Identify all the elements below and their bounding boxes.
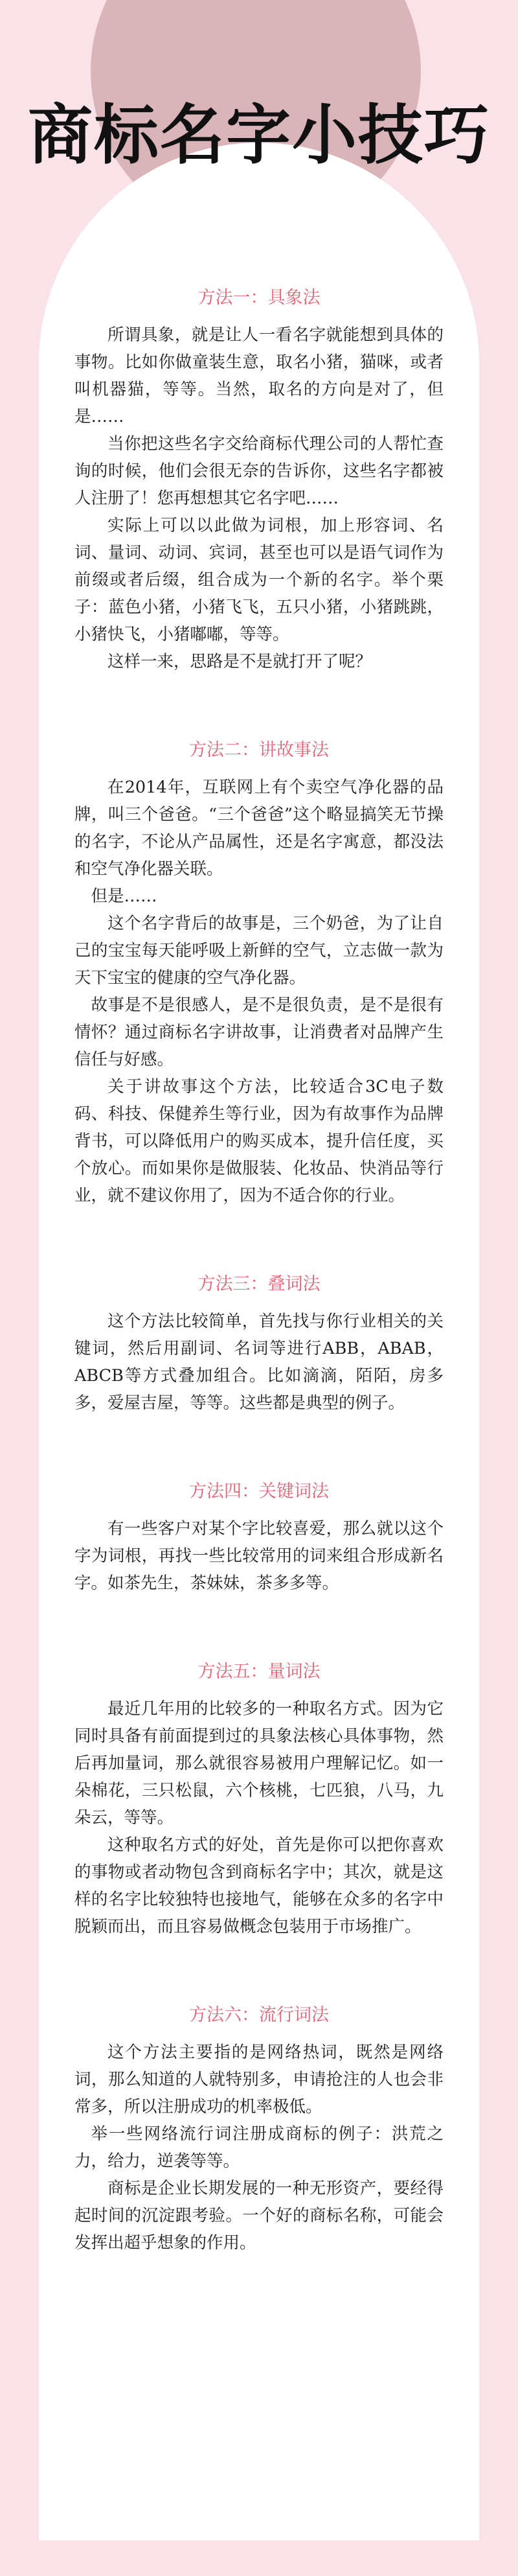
section-heading: 方法六：流行词法 [189,2005,329,2025]
section-heading: 方法四：关键词法 [189,1481,329,1502]
paragraph: 但是…… [91,887,157,906]
article-body [74,285,444,2257]
paragraph: 这样一来，思路是不是就打开了呢？ [107,652,372,671]
paragraph: 举一些网络流行词注册成商标的例子：洪荒之力，给力，逆袭等等。 [74,2124,444,2171]
section-method-1 [74,285,444,675]
paragraph: 有一些客户对某个字比较喜爱，那么就以这个字为词根，再找一些比较常用的词来组合形成新名字。如茶先生，茶妹妹，茶多多等。 [74,1519,444,1593]
paragraph: 这个方法比较简单，首先找与你行业相关的关键词，然后用副词、名词等进行ABB，ABAB，ABCB等方式叠加组合。比如滴滴，陌陌，房多多，爱屋吉屋，等等。这些都是典型的例子。 [74,1312,444,1413]
paragraph: 最近几年用的比较多的一种取名方式。因为它同时具备有前面提到过的具象法核心具体事物，然后再加量词，那么就很容易被用户理解记忆。如一朵棉花，三只松鼠，六个核桃，七匹狼，八马，九朵云，等等。 [74,1699,444,1828]
page-title: 商标名字小技巧 [28,97,490,173]
section-heading: 方法五：量词法 [197,1662,321,1682]
section-method-2 [74,737,444,1209]
paragraph: 实际上可以以此做为词根，加上形容词、名词、量词、动词、宾词，甚至也可以是语气词作为前缀或者后缀，组合成为一个新的名字。举个栗子：蓝色小猪，小猪飞飞，五只小猪，小猪跳跳，小猪快飞，小猪嘟嘟，等等。 [74,516,444,644]
paragraph: 这种取名方式的好处，首先是你可以把你喜欢的事物或者动物包含到商标名字中；其次，就是这样的名字比较独特也接地气，能够在众多的名字中脱颖而出，而且容易做概念包装用于市场推广。 [74,1835,444,1936]
paragraph: 在2014年，互联网上有个卖空气净化器的品牌，叫三个爸爸。“三个爸爸”这个略显搞笑无节操的名字，不论从产品属性，还是名字寓意，都没法和空气净化器关联。 [74,778,444,879]
section-method-4 [74,1479,444,1597]
paragraph: 这个名字背后的故事是，三个奶爸，为了让自己的宝宝每天能呼吸上新鲜的空气，立志做一款为天下宝宝的健康的空气净化器。 [74,914,444,988]
section-method-3 [74,1271,444,1417]
section-heading: 方法一：具象法 [197,288,321,308]
section-method-5 [74,1659,444,1940]
paragraph: 故事是不是很感人，是不是很负责，是不是很有情怀？通过商标名字讲故事，让消费者对品牌产生信任与好感。 [74,995,444,1069]
section-heading: 方法二：讲故事法 [189,740,329,760]
paragraph: 商标是企业长期发展的一种无形资产，要经得起时间的沉淀跟考验。一个好的商标名称，可能会发挥出超乎想象的作用。 [74,2179,444,2253]
section-heading: 方法三：叠词法 [197,1274,321,1294]
paragraph: 当你把这些名字交给商标代理公司的人帮忙查询的时候，他们会很无奈的告诉你，这些名字都被人注册了！您再想想其它名字吧…… [74,434,444,508]
paragraph: 关于讲故事这个方法，比较适合3C电子数码、科技、保健养生等行业，因为有故事作为品牌背书，可以降低用户的购买成本，提升信任度，买个放心。而如果你是做服装、化妆品、快消品等行业，就不建议你用了，因为不适合你的行业。 [74,1077,444,1205]
paragraph: 这个方法主要指的是网络热词，既然是网络词，那么知道的人就特别多，申请抢注的人也会非常多，所以注册成功的机率极低。 [74,2043,444,2117]
section-method-6 [74,2002,444,2257]
paragraph: 所谓具象，就是让人一看名字就能想到具体的事物。比如你做童装生意，取名小猪，猫咪，或者叫机器猫，等等。当然，取名的方向是对了，但是…… [74,325,444,426]
